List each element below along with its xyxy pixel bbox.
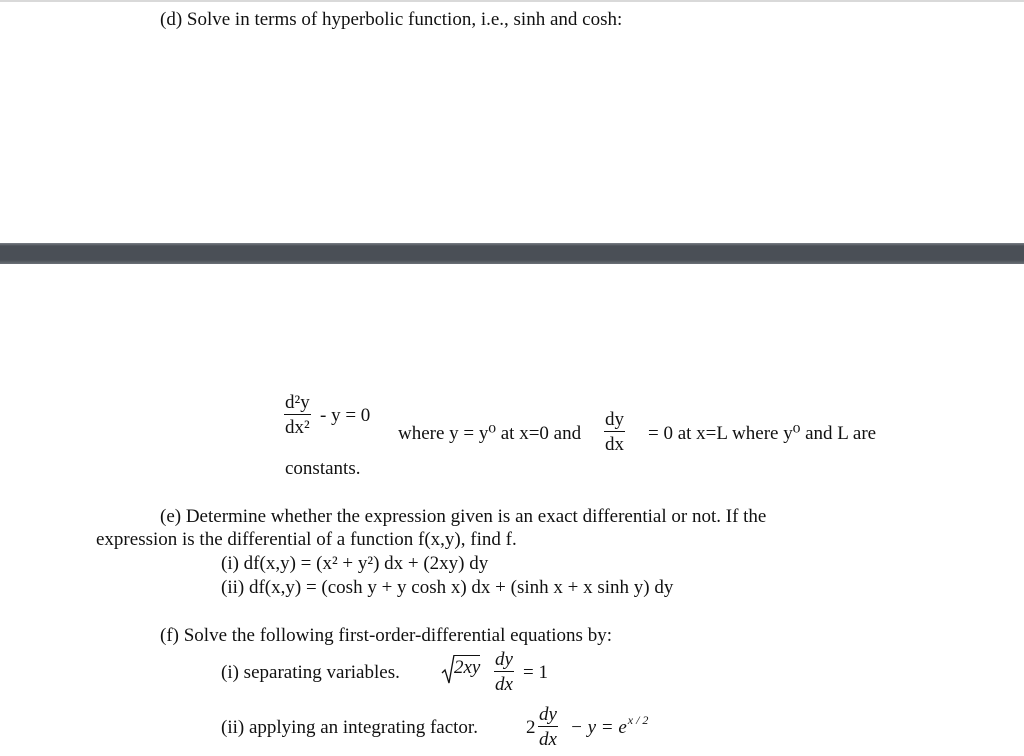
- part-f-item-i-label: (i) separating variables.: [221, 662, 400, 683]
- fraction-numerator: d²y: [285, 392, 310, 413]
- fraction-denominator: dx²: [285, 417, 310, 438]
- equation-rest: - y = 0: [320, 405, 371, 426]
- dy-dx-fraction: [538, 705, 558, 749]
- fraction-numerator: dy: [495, 649, 513, 670]
- part-e-line-2: expression is the differential of a function f(x,y), find f.: [96, 529, 517, 550]
- boundary-condition-text: where y = y⁰ at x=0 and: [398, 423, 582, 444]
- second-derivative-fraction: [284, 393, 311, 437]
- part-e-item-ii: (ii) df(x,y) = (cosh y + y cosh x) dx + (sinh x + x sinh y) dy: [221, 577, 674, 598]
- top-page-edge: [0, 0, 1024, 2]
- boundary-condition-end: = 0 at x=L where y⁰ and L are: [648, 423, 877, 444]
- rhs-equals-one: = 1: [523, 662, 548, 683]
- fraction-numerator: dy: [539, 704, 557, 725]
- exponent: x / 2: [627, 713, 649, 727]
- rhs-base: − y = e: [570, 717, 627, 738]
- coefficient: 2: [526, 717, 536, 738]
- dy-dx-fraction: [494, 650, 514, 694]
- fraction-numerator: dy: [605, 409, 624, 430]
- fraction-denominator: dx: [605, 434, 624, 455]
- page-separator: [0, 243, 1024, 264]
- constants-word: constants.: [285, 458, 361, 479]
- radicand: 2xy: [454, 657, 481, 678]
- fraction-denominator: dx: [495, 674, 513, 695]
- part-e-item-i: (i) df(x,y) = (x² + y²) dx + (2xy) dy: [221, 553, 489, 574]
- part-f-heading: (f) Solve the following first-order-differential equations by:: [160, 625, 612, 646]
- radical-sign: [441, 655, 455, 685]
- part-d-heading: (d) Solve in terms of hyperbolic function, i.e., sinh and cosh:: [160, 9, 623, 30]
- part-e-line-1: (e) Determine whether the expression given is an exact differential or not. If the: [160, 506, 767, 527]
- part-f-item-ii-label: (ii) applying an integrating factor.: [221, 717, 478, 738]
- rhs-exponential: [570, 713, 649, 738]
- dy-dx-fraction: [604, 410, 625, 454]
- fraction-denominator: dx: [539, 729, 557, 750]
